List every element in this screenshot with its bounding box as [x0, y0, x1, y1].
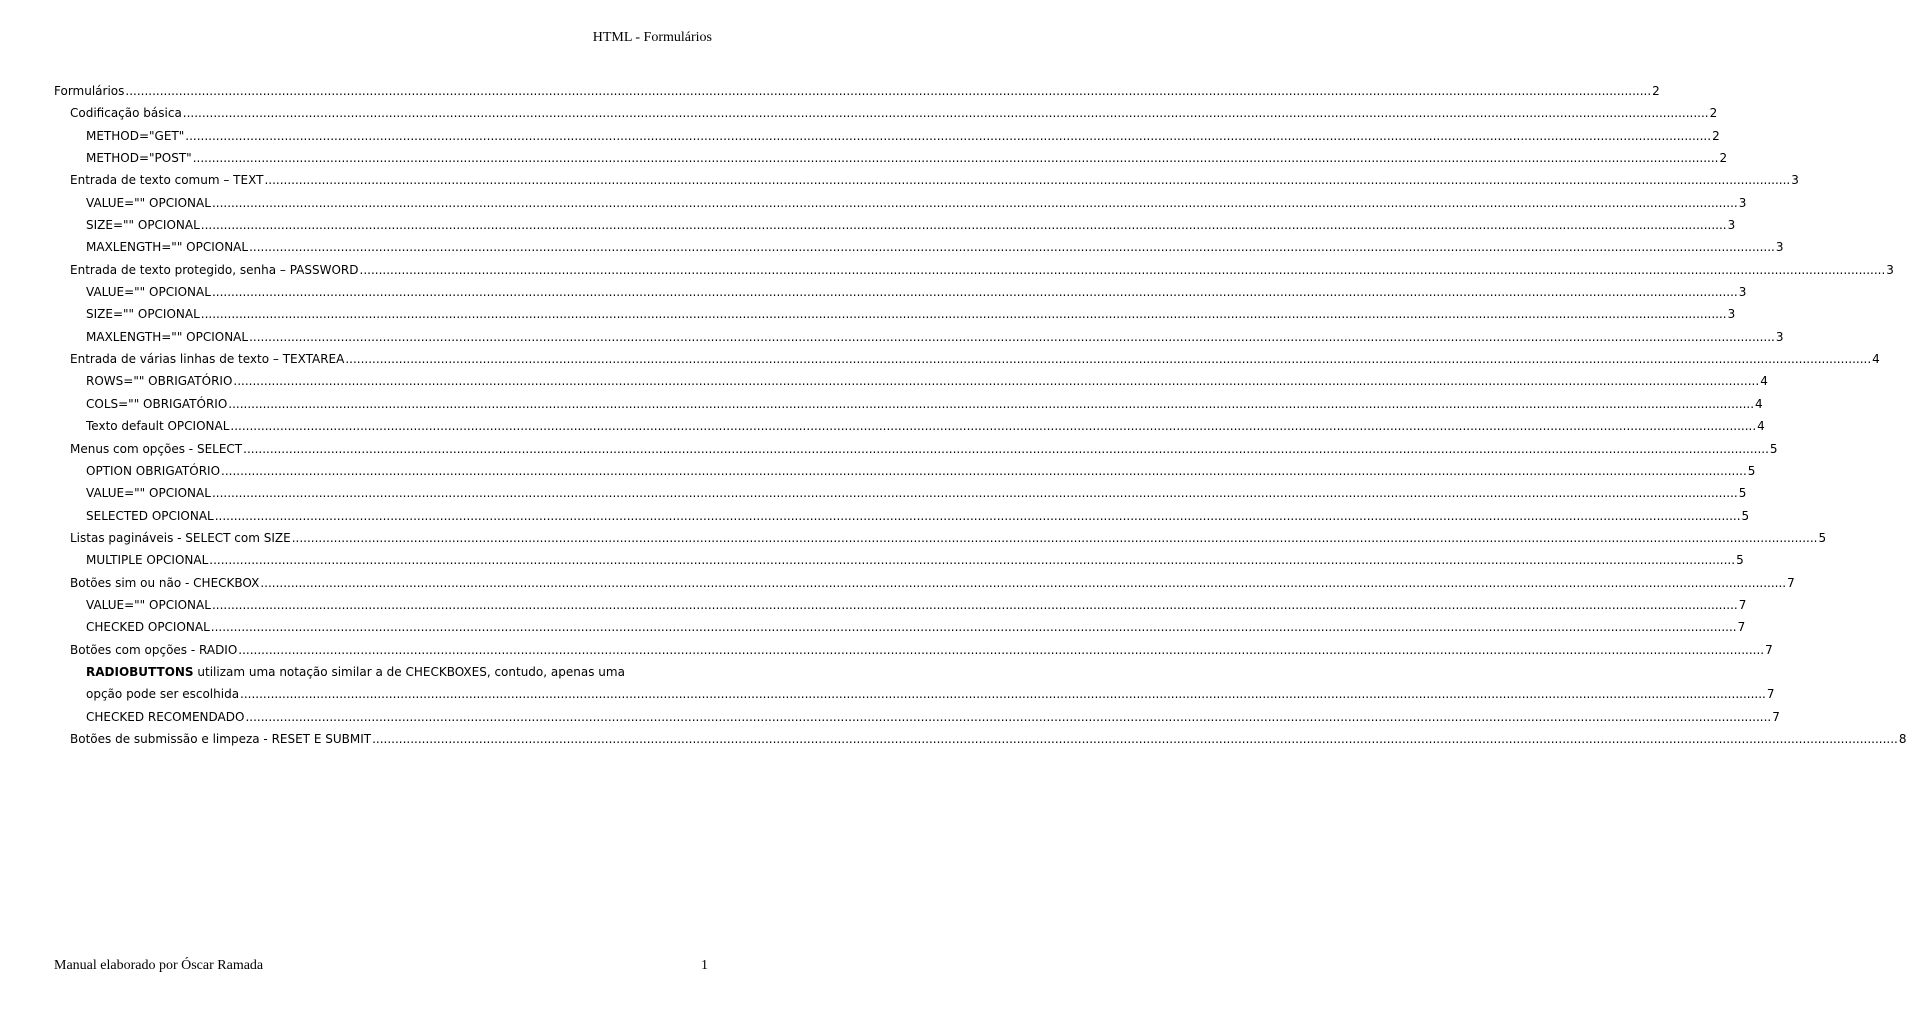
toc-leader-dots: ................................................................................................................................................................................................................................................................................................................................................................................................................: [210, 620, 1737, 635]
toc-page-number: 7: [1738, 597, 1747, 612]
toc-row: [70, 102, 1718, 124]
toc-entry-title: [86, 303, 200, 325]
toc-leader-dots: ................................................................................................................................................................................................................................................................................................................................................................................................................: [125, 84, 1652, 98]
toc-entry-title: [86, 415, 229, 437]
toc-leader-dots: ................................................................................................................................................................................................................................................................................................................................................................................................................: [211, 285, 1738, 300]
toc-row: [86, 505, 1750, 527]
toc-entry-title-text: MULTIPLE OPCIONAL: [86, 553, 209, 568]
toc-page-number: 3: [1738, 195, 1747, 210]
toc-leader-dots: ................................................................................................................................................................................................................................................................................................................................................................................................................: [359, 262, 1886, 277]
toc-page-number: 3: [1775, 240, 1784, 255]
toc-row: [86, 370, 1768, 392]
toc-entry-title-text: VALUE="" OPCIONAL: [86, 195, 211, 210]
toc-entry-title: [86, 192, 211, 214]
toc-entry-title-text: MAXLENGTH="" OPCIONAL: [86, 240, 249, 255]
toc-entry-title-text: Botões de submissão e limpeza - RESET E SUBMIT: [70, 731, 372, 746]
toc-entry-title-text: Texto default OPCIONAL: [86, 419, 230, 434]
toc-leader-dots: ................................................................................................................................................................................................................................................................................................................................................................................................................: [211, 486, 1738, 501]
toc-page-number: 4: [1760, 374, 1768, 389]
toc-entry-title-text: utilizam uma notação similar a de CHECKBOXES, contudo, apenas uma: [193, 664, 625, 679]
toc-entry-title-text: VALUE="" OPCIONAL: [86, 597, 211, 612]
toc-entry[interactable]: [0, 102, 1718, 124]
toc-row: [86, 683, 1775, 705]
toc-leader-dots: ................................................................................................................................................................................................................................................................................................................................................................................................................: [211, 195, 1738, 210]
toc-row: [70, 259, 1894, 281]
toc-leader-dots: ................................................................................................................................................................................................................................................................................................................................................................................................................: [240, 687, 1766, 702]
toc-entry-title: [86, 125, 184, 147]
toc-entry[interactable]: [0, 616, 1746, 638]
toc-page-number: 4: [1755, 396, 1763, 411]
toc-row: [70, 438, 1778, 460]
toc-leader-dots: ................................................................................................................................................................................................................................................................................................................................................................................................................: [228, 396, 1755, 411]
toc-entry-title-text: CHECKED OPCIONAL: [86, 620, 210, 635]
toc-row: [70, 572, 1795, 594]
toc-entry[interactable]: [0, 683, 1775, 705]
toc-page-number: 3: [1727, 218, 1736, 233]
toc-row: [54, 80, 1660, 102]
toc-entry[interactable]: [0, 549, 1744, 571]
toc-entry-title-text: SIZE="" OPCIONAL: [86, 218, 200, 233]
toc-entry-title-text: Entrada de texto comum – TEXT: [70, 173, 264, 188]
toc-page-number: 4: [1872, 352, 1880, 367]
toc-entry-title: [86, 683, 239, 705]
toc-entry[interactable]: [0, 326, 1784, 348]
toc-page-number: 7: [1772, 709, 1780, 724]
toc-page-number: 2: [1719, 151, 1728, 166]
toc-entry-title: [86, 326, 248, 348]
toc-entry-title-text: opção pode ser escolhida: [86, 687, 240, 702]
toc-entry-title: [70, 259, 359, 281]
toc-entry-title: [70, 572, 259, 594]
toc-row: [86, 125, 1720, 147]
toc-entry-title-text: Entrada de texto protegido, senha – PASSWORD: [70, 262, 359, 277]
toc-entry[interactable]: [0, 639, 1773, 661]
toc-entry-title-text: Botões com opções - RADIO: [70, 642, 238, 657]
toc-entry-title-bold: RADIOBUTTONS: [86, 664, 194, 679]
toc-page-number: 8: [1898, 731, 1907, 746]
toc-entry-title: [86, 147, 192, 169]
toc-row: [86, 460, 1756, 482]
toc-entry-title-text: METHOD="POST": [86, 151, 192, 166]
table-of-contents: [0, 80, 1907, 750]
footer-page-number: 1: [701, 958, 708, 973]
toc-page-number: 5: [1818, 530, 1827, 545]
toc-row: [86, 482, 1747, 504]
toc-leader-dots: ................................................................................................................................................................................................................................................................................................................................................................................................................: [214, 508, 1741, 523]
toc-entry[interactable]: [0, 236, 1784, 258]
toc-entry-title: [86, 236, 248, 258]
toc-leader-dots: ................................................................................................................................................................................................................................................................................................................................................................................................................: [243, 441, 1769, 456]
toc-page-number: 5: [1738, 486, 1747, 501]
toc-entry[interactable]: [0, 572, 1795, 594]
toc-entry[interactable]: [0, 460, 1756, 482]
toc-entry[interactable]: [0, 415, 1765, 437]
toc-row: [70, 639, 1773, 661]
toc-page-number: 5: [1736, 553, 1744, 568]
toc-page-number: 3: [1886, 262, 1894, 277]
toc-entry-title-text: VALUE="" OPCIONAL: [86, 285, 211, 300]
toc-entry-title-text: SIZE="" OPCIONAL: [86, 307, 200, 322]
toc-entry[interactable]: [0, 125, 1720, 147]
toc-entry-title-text: CHECKED RECOMENDADO: [86, 709, 245, 724]
toc-page-number: 7: [1787, 575, 1795, 590]
toc-entry-title: [86, 281, 211, 303]
toc-entry-title-text: Entrada de várias linhas de texto – TEXTAREA: [70, 352, 345, 367]
toc-leader-dots: ................................................................................................................................................................................................................................................................................................................................................................................................................: [245, 709, 1772, 724]
toc-entry-title: [86, 706, 244, 728]
toc-entry-title: [70, 639, 237, 661]
toc-entry[interactable]: [0, 482, 1747, 504]
toc-entry[interactable]: [0, 706, 1780, 728]
toc-row: [86, 214, 1736, 236]
toc-page-number: 2: [1652, 84, 1660, 98]
toc-row: [86, 706, 1780, 728]
toc-entry[interactable]: [0, 259, 1894, 281]
toc-row: [70, 169, 1799, 191]
toc-leader-dots: ................................................................................................................................................................................................................................................................................................................................................................................................................: [192, 151, 1719, 166]
toc-entry-title: [70, 527, 291, 549]
toc-leader-dots: ................................................................................................................................................................................................................................................................................................................................................................................................................: [185, 128, 1712, 143]
toc-leader-dots: ................................................................................................................................................................................................................................................................................................................................................................................................................: [249, 240, 1775, 255]
toc-leader-dots: ................................................................................................................................................................................................................................................................................................................................................................................................................: [221, 463, 1747, 478]
toc-entry-title: [86, 505, 214, 527]
toc-entry-title: [86, 661, 625, 683]
toc-entry-title-text: ROWS="" OBRIGATÓRIO: [86, 374, 233, 389]
toc-page-number: 2: [1712, 128, 1720, 143]
toc-page-number: 3: [1775, 329, 1784, 344]
toc-entry[interactable]: [0, 661, 768, 683]
toc-leader-dots: ................................................................................................................................................................................................................................................................................................................................................................................................................: [260, 575, 1787, 590]
toc-entry-title: [86, 214, 200, 236]
toc-entry-title: [70, 728, 371, 750]
toc-leader-dots: ................................................................................................................................................................................................................................................................................................................................................................................................................: [233, 374, 1760, 389]
toc-entry-title-text: MAXLENGTH="" OPCIONAL: [86, 329, 249, 344]
toc-leader-dots: ................................................................................................................................................................................................................................................................................................................................................................................................................: [291, 530, 1818, 545]
toc-entry-title-text: SELECTED OPCIONAL: [86, 508, 214, 523]
toc-row: [86, 616, 1746, 638]
toc-page-number: 3: [1727, 307, 1736, 322]
toc-page-number: 7: [1766, 687, 1775, 702]
toc-entry-title-text: Listas pagináveis - SELECT com SIZE: [70, 530, 291, 545]
toc-entry[interactable]: [0, 728, 1907, 750]
toc-page-number: 3: [1738, 285, 1747, 300]
toc-leader-dots: ................................................................................................................................................................................................................................................................................................................................................................................................................: [200, 307, 1727, 322]
toc-entry[interactable]: [0, 192, 1747, 214]
toc-entry[interactable]: [0, 527, 1827, 549]
page-header: HTML - Formulários: [592, 30, 712, 45]
toc-leader-dots: ................................................................................................................................................................................................................................................................................................................................................................................................................: [230, 419, 1757, 434]
toc-entry-title-text: Formulários: [54, 84, 125, 98]
toc-entry-title: [70, 102, 182, 124]
toc-entry-title: [86, 460, 220, 482]
toc-entry[interactable]: [0, 80, 1660, 102]
toc-leader-dots: ................................................................................................................................................................................................................................................................................................................................................................................................................: [372, 731, 1898, 746]
toc-row: [86, 326, 1784, 348]
toc-row: [86, 594, 1747, 616]
toc-entry[interactable]: [0, 281, 1747, 303]
toc-row: [86, 147, 1728, 169]
toc-entry-title: [70, 348, 344, 370]
toc-row: [86, 661, 711, 683]
toc-entry[interactable]: [0, 169, 1799, 191]
toc-entry-title-text: VALUE="" OPCIONAL: [86, 486, 211, 501]
toc-entry[interactable]: [0, 594, 1747, 616]
toc-entry[interactable]: [0, 438, 1778, 460]
toc-row: [86, 393, 1763, 415]
toc-page-number: 5: [1769, 441, 1778, 456]
toc-entry[interactable]: [0, 348, 1880, 370]
toc-leader-dots: ................................................................................................................................................................................................................................................................................................................................................................................................................: [211, 597, 1738, 612]
toc-page-number: 7: [1737, 620, 1746, 635]
toc-entry-title: [86, 393, 227, 415]
toc-row: [86, 303, 1736, 325]
toc-row: [86, 415, 1765, 437]
toc-page-number: 7: [1765, 642, 1773, 657]
toc-row: [70, 348, 1880, 370]
toc-page-number: 5: [1747, 463, 1756, 478]
toc-entry-title-text: METHOD="GET": [86, 128, 185, 143]
toc-row: [86, 236, 1784, 258]
toc-page-number: 4: [1757, 419, 1765, 434]
toc-leader-dots: ................................................................................................................................................................................................................................................................................................................................................................................................................: [182, 106, 1709, 121]
toc-row: [86, 192, 1747, 214]
toc-entry-title-text: Botões sim ou não - CHECKBOX: [70, 575, 260, 590]
toc-row: [86, 281, 1747, 303]
toc-entry-title: [54, 80, 124, 102]
toc-leader-dots: ................................................................................................................................................................................................................................................................................................................................................................................................................: [238, 642, 1765, 657]
toc-entry-title: [86, 549, 208, 571]
toc-leader-dots: ................................................................................................................................................................................................................................................................................................................................................................................................................: [200, 218, 1727, 233]
toc-entry-title-text: OPTION OBRIGATÓRIO: [86, 463, 221, 478]
toc-entry-title: [86, 370, 232, 392]
toc-leader-dots: ................................................................................................................................................................................................................................................................................................................................................................................................................: [345, 352, 1872, 367]
toc-entry-title-text: Menus com opções - SELECT: [70, 441, 243, 456]
toc-entry-title: [86, 594, 211, 616]
footer-author: Manual elaborado por Óscar Ramada: [54, 958, 264, 973]
toc-entry[interactable]: [0, 393, 1763, 415]
toc-row: [86, 549, 1744, 571]
toc-entry[interactable]: [0, 214, 1736, 236]
toc-entry-title: [70, 438, 242, 460]
toc-entry[interactable]: [0, 303, 1736, 325]
toc-leader-dots: ................................................................................................................................................................................................................................................................................................................................................................................................................: [249, 329, 1775, 344]
toc-row: [70, 728, 1907, 750]
toc-entry[interactable]: [0, 370, 1768, 392]
toc-leader-dots: ................................................................................................................................................................................................................................................................................................................................................................................................................: [264, 173, 1791, 188]
toc-page-number: 5: [1741, 508, 1750, 523]
toc-page-number: 3: [1791, 173, 1799, 188]
toc-entry-title: [86, 482, 211, 504]
toc-entry-title: [86, 616, 210, 638]
toc-entry[interactable]: [0, 147, 1728, 169]
toc-page-number: 2: [1709, 106, 1718, 121]
toc-entry[interactable]: [0, 505, 1750, 527]
toc-row: [70, 527, 1827, 549]
toc-entry-title: [70, 169, 263, 191]
toc-leader-dots: ................................................................................................................................................................................................................................................................................................................................................................................................................: [209, 553, 1736, 568]
toc-entry-title-text: COLS="" OBRIGATÓRIO: [86, 396, 228, 411]
toc-entry-title-text: Codificação básica: [70, 106, 182, 121]
